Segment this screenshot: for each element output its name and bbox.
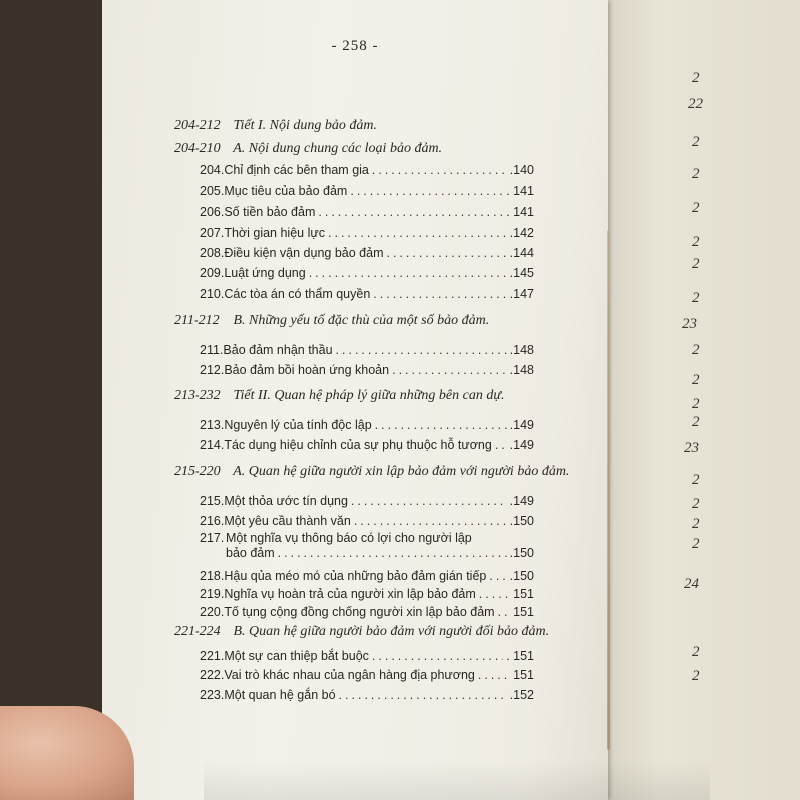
entry-title: Nguyên lý của tính độc lập — [224, 418, 372, 432]
entry-page: .142 — [509, 226, 534, 240]
facing-page-number: 2 — [692, 134, 700, 150]
entry-page: .150 — [509, 569, 534, 583]
facing-page-number: 2 — [692, 290, 700, 306]
leader-dots — [372, 163, 507, 177]
entry-page: 151 — [513, 587, 534, 601]
facing-page-number: 2 — [692, 644, 700, 660]
section-range: 204-210 — [174, 141, 221, 156]
section-heading — [174, 141, 442, 157]
entry-page: . 141 — [506, 205, 534, 219]
entry-number: 214. — [200, 438, 225, 452]
facing-page-number: 2 — [692, 256, 700, 272]
entry-page: . 151 — [506, 649, 534, 663]
toc-entry — [200, 494, 534, 508]
leader-dots — [498, 605, 511, 619]
toc-entry — [200, 688, 534, 702]
leader-dots — [392, 363, 507, 377]
entry-page: .148 — [509, 343, 534, 357]
entry-number: 210. — [200, 287, 225, 301]
facing-page-number: 2 — [692, 472, 700, 488]
section-title: B. Những yếu tố đặc thù của một số bảo đảm. — [233, 313, 490, 328]
entry-title: Tác dụng hiệu chỉnh của sự phụ thuộc hỗ tương — [224, 438, 492, 452]
entry-number: 221. — [200, 649, 225, 663]
entry-number: 218. — [200, 569, 225, 583]
entry-number: 213. — [200, 418, 225, 432]
section-range: 221-224 — [174, 624, 221, 639]
entry-title: Các tòa án có thẩm quyền — [224, 287, 371, 301]
facing-page-number: 2 — [692, 166, 700, 182]
section-title: A. Nội dung chung các loại bảo đảm. — [233, 141, 443, 156]
facing-page-number: 2 — [692, 372, 700, 388]
facing-page-number: 2 — [692, 200, 700, 216]
entry-number: 219. — [200, 587, 225, 601]
facing-page-number: 2 — [692, 496, 700, 512]
leader-dots — [375, 418, 507, 432]
facing-page-number: 2 — [692, 70, 700, 86]
facing-page-number: 2 — [692, 414, 700, 430]
entry-title: Luật ứng dụng — [224, 266, 306, 280]
entry-title: Mục tiêu của bảo đảm — [224, 184, 348, 198]
entry-page: .150 — [509, 514, 534, 528]
entry-title: Một thỏa ước tín dụng — [224, 494, 348, 508]
page-crease — [607, 230, 610, 750]
entry-title: Bảo đảm bồi hoàn ứng khoản — [224, 363, 390, 377]
entry-page: .145 — [509, 266, 534, 280]
entry-number: 208. — [200, 246, 225, 260]
entry-page: .150 — [509, 546, 534, 560]
entry-title: Nghĩa vụ hoàn trả của người xin lập bảo đảm — [224, 587, 476, 601]
section-range: 204-212 — [174, 118, 221, 133]
section-heading — [174, 388, 504, 404]
toc-entry — [200, 514, 534, 528]
section-range: 213-232 — [174, 388, 221, 403]
entry-title: Bảo đảm nhận thầu — [223, 343, 333, 357]
entry-title: Một quan hệ gắn bó — [224, 688, 336, 702]
toc-entry — [200, 205, 534, 219]
page-shadow — [204, 760, 710, 800]
leader-dots — [495, 438, 507, 452]
entry-title: Vai trò khác nhau của ngân hàng địa phương — [224, 668, 475, 682]
entry-page: 151 — [513, 605, 534, 619]
entry-title: Hậu qủa méo mó của những bảo đảm gián tiếp — [224, 569, 487, 583]
entry-number: 204. — [200, 163, 225, 177]
toc-entry — [200, 668, 534, 682]
entry-number: 212. — [200, 363, 225, 377]
entry-number: 220. — [200, 605, 225, 619]
section-title: Tiết I. Nội dung bảo đảm. — [233, 118, 378, 133]
facing-page-number: 23 — [682, 316, 697, 332]
entry-number: 222. — [200, 668, 225, 682]
entry-title: Một nghĩa vụ thông báo có lợi cho người lập — [226, 531, 472, 545]
leader-dots — [478, 668, 510, 682]
entry-page: 151 — [513, 668, 534, 682]
section-title: Tiết II. Quan hệ pháp lý giữa những bên can dự. — [233, 388, 505, 403]
facing-page-number: 22 — [688, 96, 703, 112]
entry-page: .149 — [509, 494, 534, 508]
book-page — [102, 0, 608, 800]
facing-page — [600, 0, 800, 800]
toc-entry — [200, 343, 534, 357]
leader-dots — [489, 569, 506, 583]
toc-entry — [200, 246, 534, 260]
entry-page: .144 — [509, 246, 534, 260]
page-number: - 258 - — [331, 38, 379, 54]
toc-entry — [200, 587, 534, 601]
toc-entry — [200, 605, 534, 619]
facing-page-number: 2 — [692, 536, 700, 552]
entry-page: .152 — [509, 688, 534, 702]
facing-page-number: 2 — [692, 234, 700, 250]
entry-title: Chỉ định các bên tham gia — [224, 163, 369, 177]
section-heading — [174, 624, 549, 640]
toc-entry — [200, 184, 534, 198]
toc-entry — [200, 418, 534, 432]
section-heading — [174, 464, 569, 480]
entry-number: 206. — [200, 205, 225, 219]
entry-title: Điều kiện vận dụng bảo đảm — [224, 246, 384, 260]
leader-dots — [386, 246, 506, 260]
entry-title: Tố tụng cộng đồng chống người xin lập bảo đảm — [224, 605, 495, 619]
entry-number: 205. — [200, 184, 225, 198]
leader-dots — [318, 205, 503, 219]
section-range: 215-220 — [174, 464, 221, 479]
facing-page-number: 2 — [692, 396, 700, 412]
leader-dots — [354, 514, 507, 528]
entry-page: .149 — [509, 438, 534, 452]
entry-title: Một sự can thiệp bắt buộc — [224, 649, 369, 663]
leader-dots — [309, 266, 507, 280]
facing-page-number: 2 — [692, 342, 700, 358]
leader-dots — [351, 494, 507, 508]
entry-number: 223. — [200, 688, 225, 702]
entry-page: .149 — [509, 418, 534, 432]
leader-dots — [278, 546, 507, 560]
entry-number: 216. — [200, 514, 225, 528]
section-heading — [174, 313, 489, 329]
facing-page-number: 23 — [684, 440, 699, 456]
toc-entry — [200, 266, 534, 280]
leader-dots — [373, 287, 506, 301]
entry-number: 207. — [200, 226, 225, 240]
toc-entry — [200, 531, 534, 545]
section-title: A. Quan hệ giữa người xin lập bảo đảm với người bảo đảm. — [233, 464, 570, 479]
leader-dots — [372, 649, 503, 663]
toc-entry-continuation — [226, 546, 534, 560]
entry-title: Thời gian hiệu lực — [224, 226, 325, 240]
toc-entry — [200, 363, 534, 377]
entry-number: 217. — [200, 531, 225, 545]
leader-dots — [339, 688, 507, 702]
toc-entry — [200, 438, 534, 452]
section-range: 211-212 — [174, 313, 220, 328]
entry-page: .140 — [509, 163, 534, 177]
entry-page: . 141 — [506, 184, 534, 198]
leader-dots — [336, 343, 507, 357]
facing-page-number: 24 — [684, 576, 699, 592]
section-title: B. Quan hệ giữa người bảo đảm với người đối bảo đảm. — [233, 624, 550, 639]
toc-entry — [200, 226, 534, 240]
toc-entry — [200, 163, 534, 177]
entry-title: Số tiền bảo đảm — [224, 205, 316, 219]
facing-page-number: 2 — [692, 516, 700, 532]
entry-page: .147 — [509, 287, 534, 301]
toc-entry — [200, 287, 534, 301]
leader-dots — [328, 226, 507, 240]
entry-title: Một yêu cầu thành văn — [224, 514, 351, 528]
entry-number: 209. — [200, 266, 225, 280]
toc-entry — [200, 649, 534, 663]
toc-entry — [200, 569, 534, 583]
leader-dots — [479, 587, 510, 601]
entry-number: 211. — [200, 343, 224, 357]
entry-number: 215. — [200, 494, 225, 508]
entry-page: .148 — [509, 363, 534, 377]
entry-title: bảo đảm — [226, 546, 275, 560]
section-heading — [174, 118, 377, 134]
facing-page-number: 2 — [692, 668, 700, 684]
leader-dots — [350, 184, 503, 198]
